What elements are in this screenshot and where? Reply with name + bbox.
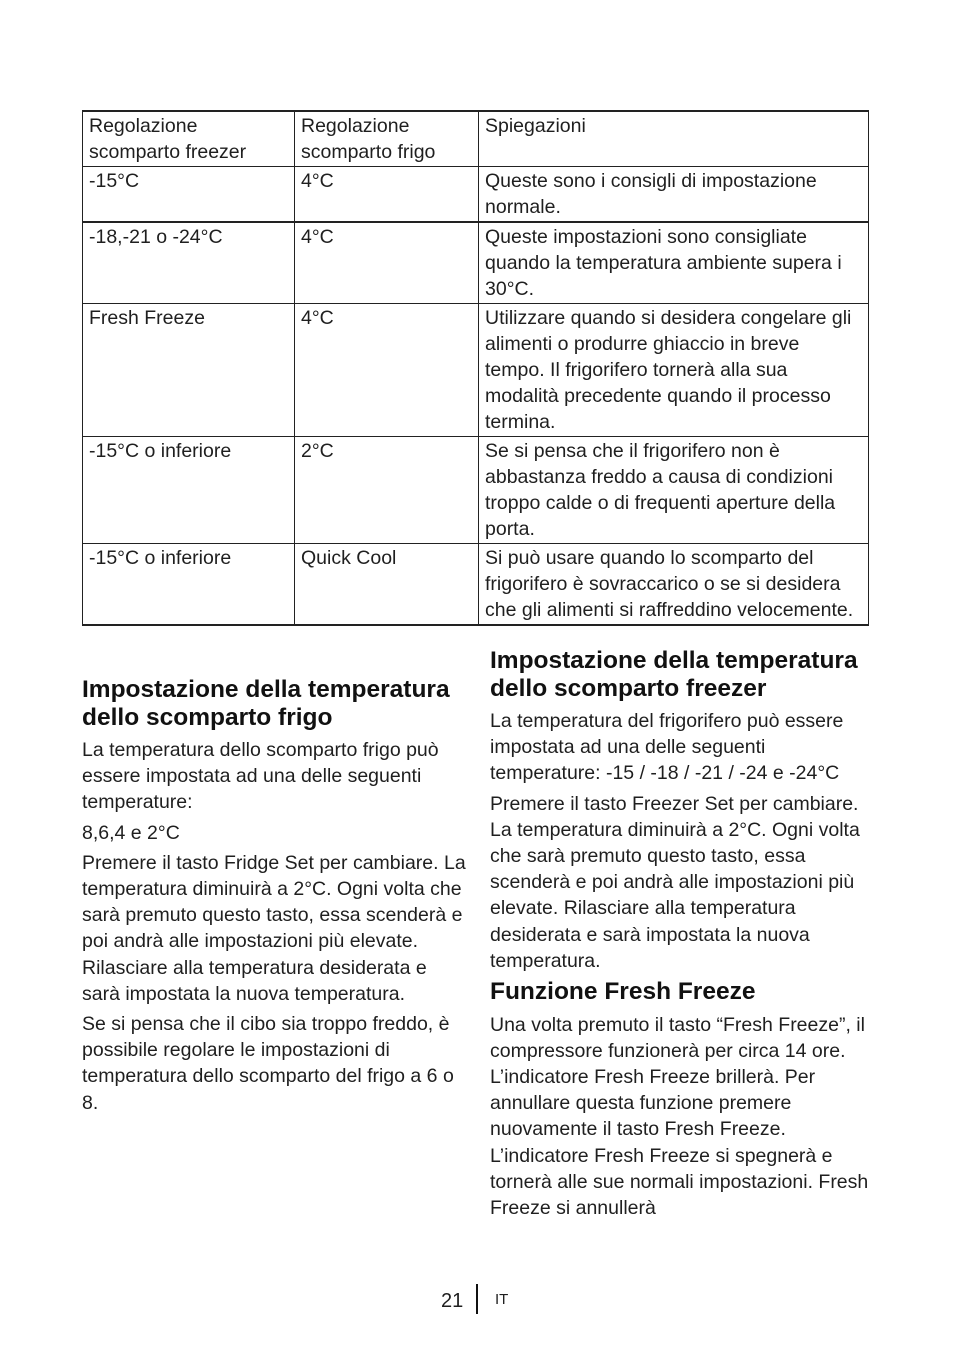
freezer-instructions-text: Premere il tasto Freezer Set per cambiare. La temperatura diminuirà a 2°C. Ogni volta che sarà premuto questo tasto, essa scenderà e poi andrà alle impostazioni più elevate. Rilasciare alla temperatura desiderata e sarà impostata la nuova temperatura. — [490, 792, 860, 972]
table-header-row — [83, 111, 869, 167]
header-explanations: Spiegazioni — [479, 111, 869, 167]
fresh-freeze-text: Una volta premuto il tasto “Fresh Freeze”, il compressore funzionerà per circa 14 ore. L’indicatore Fresh Freeze brillerà. Per annullare questa funzione premere nuovamente il tasto Fresh Freeze. L’indicatore Fresh Freeze si spegnerà e tornerà alle sue normali impostazioni. Fresh Freeze si annullerà — [490, 1013, 869, 1219]
header-fridge: Regolazione scomparto frigo — [295, 111, 479, 167]
cell-freezer: -15°C o inferiore — [83, 544, 295, 626]
table-row — [83, 167, 869, 223]
cell-explanation: Queste impostazioni sono consigliate quando la temperatura ambiente supera i 30°C. — [479, 222, 869, 304]
cell-fridge: 4°C — [295, 304, 479, 437]
header-freezer: Regolazione scomparto freezer — [83, 111, 295, 167]
freezer-intro-text: La temperatura del frigorifero può essere impostata ad una delle seguenti temperature: -15 / -18 / -21 / -24 e -24°C — [490, 710, 844, 785]
language-code: IT — [495, 1291, 509, 1308]
fridge-intro-text: La temperatura dello scomparto frigo può essere impostata ad una delle seguenti temperature: — [82, 739, 439, 814]
cell-explanation: Si può usare quando lo scomparto del frigorifero è sovraccarico o se si desidera che gli alimenti si raffreddino velocemente. — [479, 544, 869, 626]
cell-freezer: -18,-21 o -24°C — [83, 222, 295, 304]
cell-fridge: 4°C — [295, 167, 479, 223]
fresh-freeze-heading: Funzione Fresh Freeze — [490, 978, 756, 1006]
fridge-instructions-text: Premere il tasto Fridge Set per cambiare. La temperatura diminuirà a 2°C. Ogni volta che sarà premuto questo tasto, essa scenderà e poi andrà alle impostazioni più elevate. Rilasciare alla temperatura desiderata e sarà impostata la nuova temperatura. — [82, 851, 466, 1005]
cell-freezer: -15°C — [83, 167, 295, 223]
table-row — [83, 304, 869, 437]
cell-fridge: 2°C — [295, 437, 479, 544]
cell-explanation: Queste sono i consigli di impostazione normale. — [479, 167, 869, 223]
table-row — [83, 222, 869, 304]
cell-freezer: Fresh Freeze — [83, 304, 295, 437]
fridge-section — [82, 676, 466, 1120]
page-number: 21 — [441, 1290, 464, 1312]
cell-freezer: -15°C o inferiore — [83, 437, 295, 544]
freezer-section — [490, 647, 874, 1225]
cell-explanation: Utilizzare quando si desidera congelare gli alimenti o produrre ghiaccio in breve tempo. Il frigorifero tornerà alla sua modalità precedente quando il processo termina. — [479, 304, 869, 437]
fridge-adjust-text: Se si pensa che il cibo sia troppo freddo, è possibile regolare le impostazioni di temperatura dello scomparto del frigo a 6 o 8. — [82, 1013, 454, 1114]
cell-fridge: Quick Cool — [295, 544, 479, 626]
cell-explanation: Se si pensa che il frigorifero non è abbastanza freddo a causa di condizioni troppo calde o di frequenti aperture della porta. — [479, 437, 869, 544]
freezer-section-heading: Impostazione della temperatura dello scomparto freezer — [490, 647, 858, 702]
settings-table — [82, 110, 869, 626]
footer-divider — [476, 1284, 478, 1314]
table-row — [83, 544, 869, 626]
cell-fridge: 4°C — [295, 222, 479, 304]
table-row — [83, 437, 869, 544]
fridge-section-heading: Impostazione della temperatura dello scomparto frigo — [82, 676, 450, 731]
fridge-temperatures-text: 8,6,4 e 2°C — [82, 821, 180, 844]
